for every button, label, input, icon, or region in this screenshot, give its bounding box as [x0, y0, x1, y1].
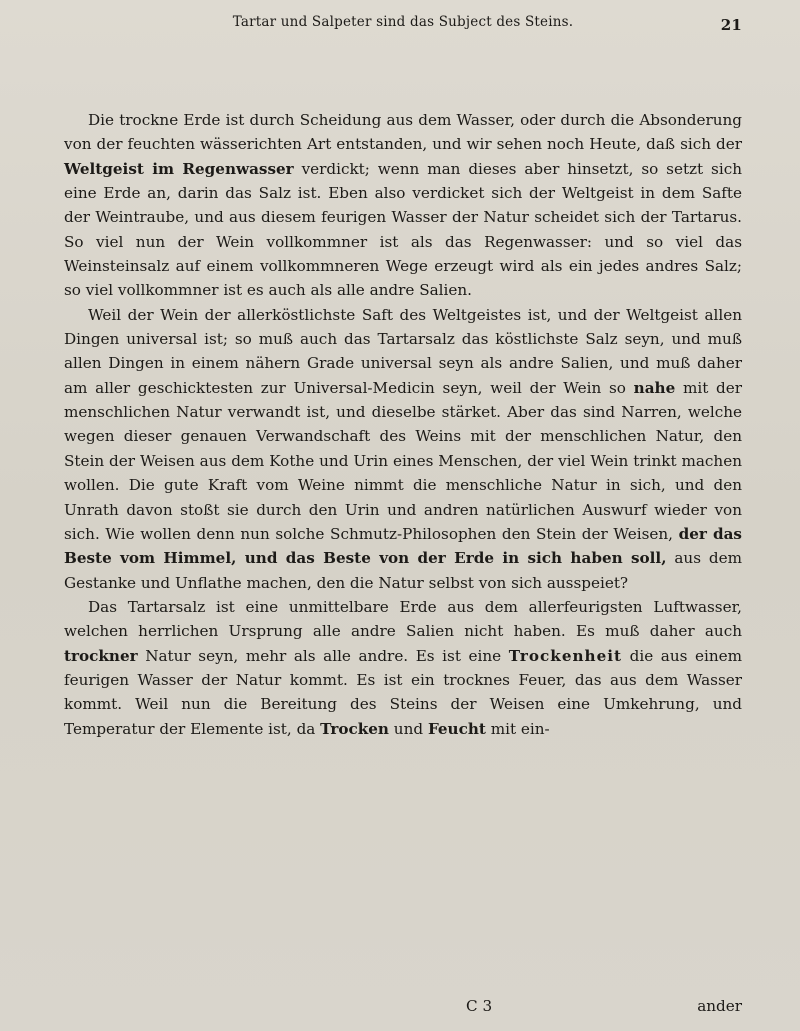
emphasized-text: trockner: [64, 646, 138, 665]
text-segment: mit ein-: [485, 719, 550, 738]
paragraph: [64, 108, 742, 303]
page-number: 21: [720, 16, 742, 34]
page-header: [64, 14, 742, 42]
text-segment: und: [388, 719, 428, 738]
emphasized-text: Trockenheit: [508, 646, 623, 665]
emphasized-text: Weltgeist im Regenwasser: [64, 159, 294, 178]
text-segment: aus dem Gestanke und Unflathe machen, den die Natur selbst von sich ausspeiet?: [64, 549, 742, 592]
running-head: Tartar und Salpeter sind das Subject des Steins.: [232, 14, 574, 30]
text-segment: die aus einem feurigen Wasser der Natur kommt. Es ist ein trocknes Feuer, das aus dem Wasser kommt. Weil nun die Bereitung des Steins der Weisen eine Umkehrung, und Temperatur der Elemente ist, da: [64, 646, 743, 738]
text-segment: verdickt; wenn man dieses aber hinsetzt, so setzt sich eine Erde an, darin das Salz ist. Eben also verdicket sich der Weltgeist in dem Safte der Weintraube, und aus diesem feurigen Wasser der Natur scheidet sich der Tartarus. So viel nun der Wein vollkommner ist als das Regenwasser: und so viel das Weinsteinsalz auf einem vollkommneren Wege erzeugt wird als ein jedes andres Salz; so viel vollkommner ist es auch als alle andre Salien.: [64, 159, 742, 300]
text-segment: mit der menschlichen Natur verwandt ist, und dieselbe stärket. Aber das sind Narren, welche wegen dieser genauen Verwandschaft des Weins mit der menschlichen Natur, den Stein der Weisen aus dem Kothe und Urin eines Menschen, der viel Wein trinkt machen wollen. Die gute Kraft vom Weine nimmt die menschliche Natur in sich, und den Unrath davon stoßt sie durch den Urin und andren natürlichen Auswurf wieder von sich. Wie wollen denn nun solche Schmutz-Philosophen den Stein der Weisen,: [64, 378, 742, 543]
paragraph: [64, 595, 742, 741]
paragraph: [64, 303, 742, 595]
text-segment: Die trockne Erde ist durch Scheidung aus dem Wasser, oder durch die Absonderung von der feuchten wässerichten Art entstanden, und wir sehen noch Heute, daß sich der: [64, 111, 742, 154]
text-segment: Natur seyn, mehr als alle andre. Es ist eine: [137, 646, 509, 665]
emphasized-text: der das Beste vom Himmel, und das Beste von der Erde in sich haben soll,: [64, 524, 742, 568]
emphasized-text: Feucht: [427, 719, 486, 738]
page-footer: [0, 997, 742, 1015]
emphasized-text: Trocken: [320, 719, 389, 738]
text-segment: Das Tartarsalz ist eine unmittelbare Erde aus dem allerfeurigsten Luftwasser, welchen herrlichen Ursprung alle andre Salien nicht haben. Es muß daher auch: [64, 597, 742, 641]
catchword: ander: [697, 997, 742, 1015]
signature-mark: C 3: [466, 997, 493, 1015]
emphasized-text: nahe: [633, 378, 676, 397]
text-segment: Weil der Wein der allerköstlichste Saft des Weltgeistes ist, und der Weltgeist allen Dingen universal ist; so muß auch das Tartarsalz das köstlichste Salz seyn, und muß allen Dingen in einem nähern Grade universal seyn als andre Salien, und muß daher am aller geschicktesten zur Universal-Medicin seyn, weil der Wein so: [64, 305, 742, 397]
body-text: [64, 108, 742, 741]
